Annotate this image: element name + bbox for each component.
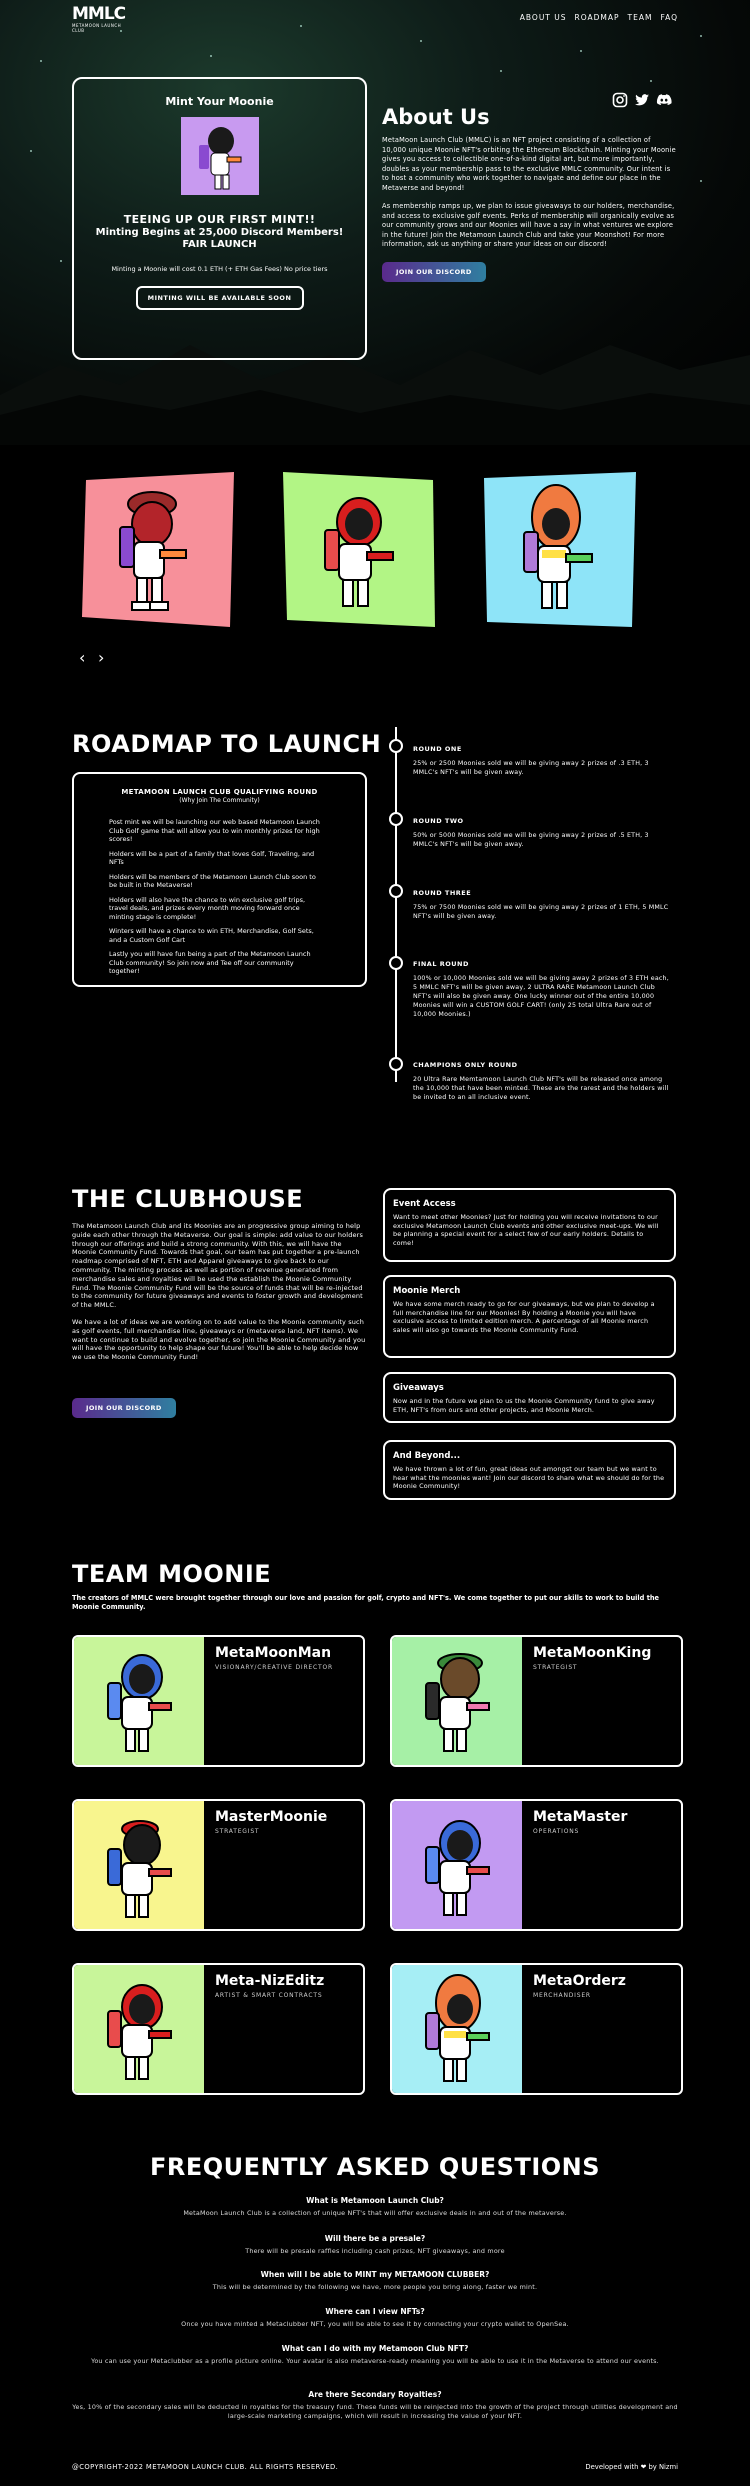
- team-card-metamaster: [390, 1799, 683, 1931]
- nav-link-about[interactable]: ABOUT US: [519, 13, 567, 22]
- roadmap-title: ROADMAP TO LAUNCH: [72, 730, 382, 758]
- faq-item: [72, 2270, 678, 2292]
- timeline-dot: [389, 884, 403, 898]
- list-item: Holders will be members of the Metamoon Launch Club soon to be built in the Metaverse!: [109, 872, 316, 889]
- card-title: Moonie Merch: [393, 1286, 461, 1296]
- clubhouse-title: THE CLUBHOUSE: [72, 1185, 304, 1213]
- timeline-title: ROUND ONE: [413, 745, 462, 753]
- mint-preview-image: [181, 117, 259, 195]
- timeline-text: 20 Ultra Rare Memtamoon Launch Club NFT's will be released once among the 10,000 that have been minted. These are the rarest and the holders will be invited to an all inclusive event.: [413, 1076, 669, 1101]
- avatar: [392, 1801, 522, 1929]
- timeline-line: [395, 727, 397, 1082]
- member-name: MasterMoonie: [215, 1809, 328, 1825]
- clubhouse-paragraph-2: We have a lot of ideas we are working on to add value to the Moonie community such as golf events, full merchandise line, giveaways or (metaverse land, NFT items). We want to continue to build and evolve together, so join the Moonie Community and you will have the opportunity to help shape our future! You'll be able to help decide how we use the Moonie Community Fund!: [72, 1317, 366, 1362]
- avatar: [74, 1801, 204, 1929]
- faq-item: [72, 2307, 678, 2329]
- gallery-slide-3: [484, 472, 636, 627]
- card-title: Event Access: [393, 1199, 456, 1209]
- team-subtitle: The creators of MMLC were brought together through our love and passion for golf, crypto and NFT's. We come together to put our skills to work to build the Moonie Community.: [72, 1594, 660, 1611]
- timeline-round-one: [413, 745, 675, 777]
- card-moonie-merch: [383, 1275, 676, 1358]
- card-title: Giveaways: [393, 1383, 444, 1393]
- member-role: MERCHANDISER: [533, 1992, 591, 1999]
- faq-item: [72, 2344, 678, 2366]
- mint-panel: [72, 77, 367, 360]
- faq-item: [72, 2196, 678, 2218]
- mint-heading: TEEING UP OUR FIRST MINT!!: [123, 213, 316, 226]
- nft-gallery: [0, 455, 750, 675]
- mint-launch-type: FAIR LAUNCH: [182, 239, 257, 250]
- logo-subtext: METAMOON LAUNCH CLUB: [72, 23, 122, 33]
- footer-copyright: @COPYRIGHT-2022 METAMOON LAUNCH CLUB. ALL RIGHTS RESERVED.: [72, 2463, 339, 2471]
- faq-question[interactable]: Are there Secondary Royalties?: [308, 2390, 442, 2399]
- list-item: Winters will have a chance to win ETH, Merchandise, Golf Sets, and a Custom Golf Cart: [109, 927, 314, 944]
- member-role: VISIONARY/CREATIVE DIRECTOR: [215, 1664, 333, 1671]
- qualifying-round-title: METAMOON LAUNCH CLUB QUALIFYING ROUND: [121, 788, 318, 796]
- gallery-prev-arrow[interactable]: ‹: [79, 648, 86, 667]
- faq-item: [72, 2390, 678, 2421]
- timeline-title: ROUND TWO: [413, 817, 464, 825]
- top-nav: [0, 0, 750, 36]
- timeline-text: 50% or 5000 Moonies sold we will be giving away 2 prizes of .5 ETH, 3 MMLC's NFT's will be given away.: [413, 832, 649, 848]
- timeline-text: 25% or 2500 Moonies sold we will be giving away 2 prizes of .3 ETH, 3 MMLC's NFT's will be given away.: [413, 760, 649, 776]
- faq-question[interactable]: What can I do with my Metamoon Club NFT?: [281, 2344, 469, 2353]
- about-paragraph-1: MetaMoon Launch Club (MMLC) is an NFT project consisting of a collection of 10,000 unique Moonie NFT's orbiting the Ethereum Blockchain. Minting your Moonie gives you access to collectible one-of-a-kind digital art, but more importantly, doubles as your membership pass to the exclusive MMLC community. Our intent is to host a community who work together to navigate and define our place in the Metaverse and beyond!: [382, 136, 676, 192]
- member-role: ARTIST & SMART CONTRACTS: [215, 1992, 323, 1999]
- timeline-title: FINAL ROUND: [413, 960, 469, 968]
- timeline-text: 100% or 10,000 Moonies sold we will be giving away 2 prizes of 3 ETH each, 5 MMLC NFT's will be given away, 2 ULTRA RARE Metamoon Launch Club NFT's will also be given away. One lucky winner out of the entire 10,000 Moonies will win a CUSTOM GOLF CART! (only 25 total Ultra Rare out of 10,000 Moonies.): [413, 975, 669, 1018]
- clubhouse-paragraph-1: The Metamoon Launch Club and its Moonies are an progressive group aiming to help guide each other through the Metaverse. Our goal is simple: add value to our holders through our offerings and build a strong community. With this, we will have the Moonie Community Fund. Towards that goal, our team has put together a pre-launch roadmap comprised of NFT, ETH and Apparel giveaways to give back to our community. The minting process as well as portion of revenue generated from merchandise sales and royalties will be used the establish the Moonie Community Fund. The Moonie Community Fund will be the source of funds that will be re-injected to the community for future giveaways and events to foster growth and development of the MMLC.: [72, 1222, 364, 1310]
- team-card-metaorderz: [390, 1963, 683, 2095]
- about-title: About Us: [382, 105, 490, 129]
- about-section: [382, 105, 677, 282]
- card-text: Now and in the future we plan to us the Moonie Community fund to give away ETH, NFT's from ours and other projects, and Moonie Merch.: [393, 1397, 655, 1414]
- mint-subheading: Minting Begins at 25,000 Discord Members!: [95, 227, 344, 238]
- mint-cost-text: Minting a Moonie will cost 0.1 ETH (+ ETH Gas Fees) No price tiers: [111, 265, 328, 273]
- qualifying-round-box: [72, 772, 367, 987]
- avatar: [74, 1637, 204, 1765]
- team-card-metamoonman: [72, 1635, 365, 1767]
- member-name: MetaMoonMan: [215, 1645, 332, 1661]
- mint-title: Mint Your Moonie: [165, 95, 274, 108]
- timeline-round-three: [413, 889, 675, 921]
- qualifying-round-subtitle: (Why Join The Community): [179, 797, 260, 804]
- card-title: And Beyond...: [393, 1451, 461, 1461]
- gallery-slide-1: [82, 472, 234, 627]
- qualifying-round-list: [109, 818, 325, 976]
- about-paragraph-2: As membership ramps up, we plan to issue giveaways to our holders, merchandise, and access to exclusive golf events. Perks of membership will organically evolve as our community grows and our Moonies will have a say in what ventures we explore in the future! Join the Metamoon Launch Club and take your Moonshot! For more information, ask us anything or share your ideas on our discord!: [382, 202, 675, 248]
- mint-button[interactable]: MINTING WILL BE AVAILABLE SOON: [136, 286, 304, 310]
- faq-item: [72, 2234, 678, 2256]
- timeline-dot: [389, 739, 403, 753]
- nav-link-faq[interactable]: FAQ: [660, 13, 678, 22]
- timeline-title: CHAMPIONS ONLY ROUND: [413, 1061, 518, 1069]
- join-discord-button[interactable]: JOIN OUR DISCORD: [382, 262, 486, 282]
- list-item: Holders will be a part of a family that loves Golf, Traveling, and NFTs: [109, 849, 315, 866]
- avatar: [392, 1965, 522, 2093]
- member-name: MetaMoonKing: [533, 1645, 652, 1661]
- faq-title: FREQUENTLY ASKED QUESTIONS: [149, 2153, 601, 2181]
- card-text: We have some merch ready to go for our giveaways, but we plan to develop a full merchandise line for our Moonies! By holding a Moonie you will have exclusive access to limited edition merch. A percentage of all Moonie merch sales will also go towards the Moonie Community Fund.: [393, 1300, 655, 1334]
- member-role: STRATEGIST: [533, 1664, 578, 1671]
- faq-answer: Once you have minted a Metaclubber NFT, you will be able to see it by connecting your crypto wallet to OpenSea.: [181, 2320, 569, 2328]
- timeline-final-round: [413, 960, 675, 1019]
- faq-question[interactable]: Where can I view NFTs?: [325, 2307, 425, 2316]
- gallery-next-arrow[interactable]: ›: [98, 648, 105, 667]
- timeline-text: 75% or 7500 Moonies sold we will be giving away 2 prizes of 1 ETH, 5 MMLC NFT's will be given away.: [413, 904, 669, 920]
- logo[interactable]: [72, 4, 132, 33]
- timeline-champions-round: [413, 1061, 675, 1102]
- faq-answer: Yes, 10% of the secondary sales will be deducted in royalties for the treasury fund. These funds will be reinjected into the growth of the project through utilities development and large-scale marketing campaigns, which will result in increasing the value of your NFT.: [72, 2403, 678, 2420]
- faq-question[interactable]: What is Metamoon Launch Club?: [306, 2196, 444, 2205]
- avatar: [74, 1965, 204, 2093]
- faq-answer: This will be determined by the following we have, more people you bring along, faster we mint.: [212, 2283, 538, 2291]
- faq-answer: There will be presale raffles including cash prizes, NFT giveaways, and more: [245, 2247, 505, 2255]
- timeline-title: ROUND THREE: [413, 889, 472, 897]
- nav-link-team[interactable]: TEAM: [627, 13, 653, 22]
- list-item: Post mint we will be launching our web based Metamoon Launch Club Golf game that will allow you to win monthly prizes for high scores!: [109, 818, 320, 843]
- card-and-beyond: [383, 1440, 676, 1500]
- member-name: MetaMaster: [533, 1809, 628, 1825]
- gallery-slide-2: [283, 472, 435, 627]
- footer-credit: Developed with ❤ by Nizmi: [585, 2463, 678, 2471]
- clubhouse-join-discord-button[interactable]: JOIN OUR DISCORD: [72, 1398, 176, 1418]
- member-name: Meta-NizEditz: [215, 1973, 325, 1989]
- card-giveaways: [383, 1372, 676, 1423]
- faq-question[interactable]: Will there be a presale?: [324, 2234, 426, 2243]
- team-title: TEAM MOONIE: [72, 1560, 272, 1588]
- team-card-mastermoonie: [72, 1799, 365, 1931]
- faq-question[interactable]: When will I be able to MINT my METAMOON CLUBBER?: [260, 2270, 490, 2279]
- timeline-dot: [389, 812, 403, 826]
- team-card-metamoonking: [390, 1635, 683, 1767]
- member-role: OPERATIONS: [533, 1828, 580, 1835]
- member-name: MetaOrderz: [533, 1973, 626, 1989]
- logo-text: MMLC: [72, 4, 126, 24]
- nav-links: [520, 13, 678, 22]
- card-text: We have thrown a lot of fun, great ideas out amongst our team but we want to hear what the moonies want! Join our discord to share what we should do for the Moonie Community!: [393, 1465, 665, 1491]
- timeline-dot: [389, 956, 403, 970]
- card-text: Want to meet other Moonies? Just for holding you will receive invitations to our exclusive Metamoon Launch Club events and other exclusive meet-ups. We will be planning a special event for a select few of our early holders. Details to come!: [393, 1213, 659, 1247]
- timeline-dot: [389, 1057, 403, 1071]
- faq-answer: You can use your Metaclubber as a profile picture online. Your avatar is also metaverse-ready meaning you will be able to use it in the Metaverse to attend our events.: [91, 2357, 659, 2365]
- card-event-access: [383, 1188, 676, 1262]
- clubhouse-text: [72, 1222, 366, 1370]
- avatar: [392, 1637, 522, 1765]
- list-item: Lastly you will have fun being a part of the Metamoon Launch Club community! So join now and Tee off our community together!: [109, 950, 311, 975]
- timeline-round-two: [413, 817, 675, 849]
- list-item: Holders will also have the chance to win exclusive golf trips, travel deals, and prizes every month moving forward once minting stage is complete!: [109, 895, 306, 921]
- faq-answer: MetaMoon Launch Club is a collection of unique NFT's that will offer exclusive deals in and out of the metaverse.: [183, 2209, 567, 2217]
- team-card-meta-nizeditz: [72, 1963, 365, 2095]
- member-role: STRATEGIST: [215, 1828, 260, 1835]
- nav-link-roadmap[interactable]: ROADMAP: [574, 13, 620, 22]
